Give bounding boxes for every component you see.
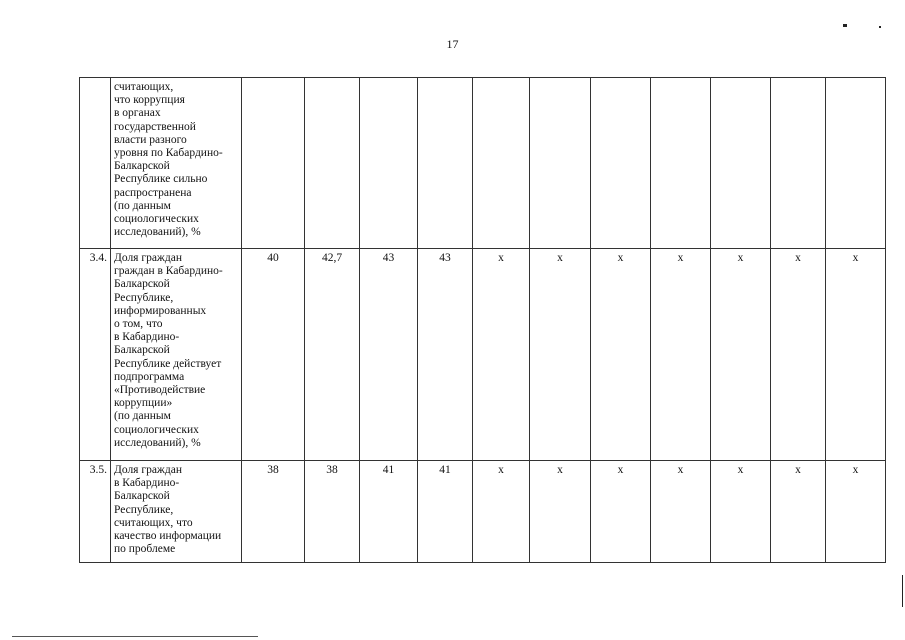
indicator-name: считающих, что коррупция в органах государственной власти разного уровня по Кабардино- Балкарской Республике сильно распространена (по данным социологических исследований), % [111, 78, 242, 249]
value-cell: x [591, 461, 651, 563]
table-row [80, 461, 886, 563]
value-cell: x [651, 461, 711, 563]
scan-speck [879, 26, 881, 28]
value-cell: 41 [360, 461, 418, 563]
value-cell [473, 78, 530, 249]
value-cell [591, 78, 651, 249]
table-row [80, 249, 886, 461]
value-cell: x [826, 249, 886, 461]
value-cell: 42,7 [305, 249, 360, 461]
row-number [80, 78, 111, 249]
value-cell [711, 78, 771, 249]
value-cell: x [771, 461, 826, 563]
value-cell: 41 [418, 461, 473, 563]
value-cell: x [651, 249, 711, 461]
indicator-table [79, 77, 886, 563]
value-cell [360, 78, 418, 249]
value-cell [826, 78, 886, 249]
value-cell: x [826, 461, 886, 563]
value-cell: x [473, 461, 530, 563]
value-cell: 43 [360, 249, 418, 461]
value-cell [530, 78, 591, 249]
scan-bottom-line [12, 636, 258, 637]
indicator-name: Доля граждан в Кабардино- Балкарской Республике, считающих, что качество информации по проблеме [111, 461, 242, 563]
value-cell: x [771, 249, 826, 461]
page-number: 17 [446, 37, 459, 51]
value-cell: x [473, 249, 530, 461]
value-cell: 38 [305, 461, 360, 563]
value-cell: 38 [242, 461, 305, 563]
value-cell: x [711, 461, 771, 563]
value-cell: x [591, 249, 651, 461]
value-cell [418, 78, 473, 249]
value-cell: x [711, 249, 771, 461]
value-cell [305, 78, 360, 249]
row-number: 3.4. [80, 249, 111, 461]
value-cell: x [530, 461, 591, 563]
value-cell: 40 [242, 249, 305, 461]
row-number: 3.5. [80, 461, 111, 563]
value-cell [651, 78, 711, 249]
value-cell: 43 [418, 249, 473, 461]
value-cell [771, 78, 826, 249]
scan-speck [843, 24, 847, 27]
indicator-name: Доля граждан граждан в Кабардино- Балкарской Республике, информированных о том, что в Кабардино- Балкарской Республике действует подпрограмма «Противодействие коррупции» (по данным социологических исследований), % [111, 249, 242, 461]
table-row [80, 78, 886, 249]
value-cell: x [530, 249, 591, 461]
scan-edge-line [902, 575, 903, 607]
value-cell [242, 78, 305, 249]
